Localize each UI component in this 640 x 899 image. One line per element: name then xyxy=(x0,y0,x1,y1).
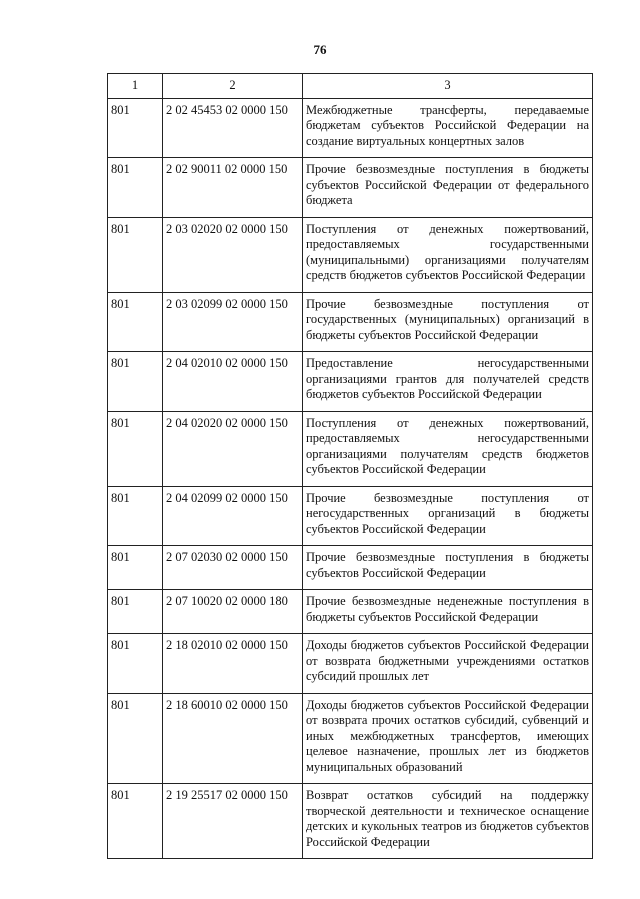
table-row xyxy=(108,158,593,218)
description-cell: Возврат остатков субсидий на поддержку творческой деятельности и техническое оснащение детских и кукольных театров из бюджетов субъектов Российской Федерации xyxy=(303,784,593,859)
description-cell: Прочие безвозмездные поступления от государственных (муниципальных) организаций в бюджеты субъектов Российской Федерации xyxy=(303,292,593,352)
table-row xyxy=(108,352,593,412)
header-col-1: 1 xyxy=(108,74,163,99)
table-header-row xyxy=(108,74,593,99)
table-row xyxy=(108,784,593,859)
admin-code-cell: 801 xyxy=(108,411,163,486)
table-row xyxy=(108,546,593,590)
admin-code-cell: 801 xyxy=(108,590,163,634)
table-row xyxy=(108,693,593,784)
description-cell: Прочие безвозмездные поступления в бюджеты субъектов Российской Федерации от федерального бюджета xyxy=(303,158,593,218)
admin-code-cell: 801 xyxy=(108,693,163,784)
budget-code-cell: 2 04 02020 02 0000 150 xyxy=(163,411,303,486)
budget-code-cell: 2 19 25517 02 0000 150 xyxy=(163,784,303,859)
table-row xyxy=(108,98,593,158)
budget-code-cell: 2 03 02020 02 0000 150 xyxy=(163,217,303,292)
budget-code-cell: 2 18 60010 02 0000 150 xyxy=(163,693,303,784)
page-number: 76 xyxy=(313,42,327,57)
admin-code-cell: 801 xyxy=(108,98,163,158)
admin-code-cell: 801 xyxy=(108,292,163,352)
budget-code-cell: 2 18 02010 02 0000 150 xyxy=(163,634,303,694)
description-cell: Прочие безвозмездные поступления от негосударственных организаций в бюджеты субъектов Российской Федерации xyxy=(303,486,593,546)
header-col-3: 3 xyxy=(303,74,593,99)
budget-code-cell: 2 02 90011 02 0000 150 xyxy=(163,158,303,218)
header-col-2: 2 xyxy=(163,74,303,99)
description-cell: Поступления от денежных пожертвований, предоставляемых негосударственными организациями получателям средств бюджетов субъектов Российской Федерации xyxy=(303,411,593,486)
admin-code-cell: 801 xyxy=(108,486,163,546)
admin-code-cell: 801 xyxy=(108,158,163,218)
admin-code-cell: 801 xyxy=(108,217,163,292)
table-row xyxy=(108,590,593,634)
budget-code-cell: 2 07 10020 02 0000 180 xyxy=(163,590,303,634)
description-cell: Доходы бюджетов субъектов Российской Федерации от возврата прочих остатков субсидий, субвенций и иных межбюджетных трансфертов, имеющих целевое назначение, прошлых лет из бюджетов муниципальных образований xyxy=(303,693,593,784)
description-cell: Доходы бюджетов субъектов Российской Федерации от возврата бюджетными учреждениями остатков субсидий прошлых лет xyxy=(303,634,593,694)
admin-code-cell: 801 xyxy=(108,352,163,412)
table-row xyxy=(108,292,593,352)
description-cell: Предоставление негосударственными организациями грантов для получателей средств бюджетов субъектов Российской Федерации xyxy=(303,352,593,412)
admin-code-cell: 801 xyxy=(108,546,163,590)
revenue-codes-table xyxy=(107,73,593,859)
admin-code-cell: 801 xyxy=(108,784,163,859)
budget-code-cell: 2 04 02010 02 0000 150 xyxy=(163,352,303,412)
table-row xyxy=(108,634,593,694)
description-cell: Межбюджетные трансферты, передаваемые бюджетам субъектов Российской Федерации на создание виртуальных концертных залов xyxy=(303,98,593,158)
budget-code-cell: 2 02 45453 02 0000 150 xyxy=(163,98,303,158)
table-row xyxy=(108,411,593,486)
table-row xyxy=(108,486,593,546)
budget-code-cell: 2 04 02099 02 0000 150 xyxy=(163,486,303,546)
admin-code-cell: 801 xyxy=(108,634,163,694)
budget-code-cell: 2 03 02099 02 0000 150 xyxy=(163,292,303,352)
budget-code-cell: 2 07 02030 02 0000 150 xyxy=(163,546,303,590)
table-row xyxy=(108,217,593,292)
description-cell: Поступления от денежных пожертвований, предоставляемых государственными (муниципальными) организациями получателям средств бюджетов субъектов Российской Федерации xyxy=(303,217,593,292)
description-cell: Прочие безвозмездные неденежные поступления в бюджеты субъектов Российской Федерации xyxy=(303,590,593,634)
description-cell: Прочие безвозмездные поступления в бюджеты субъектов Российской Федерации xyxy=(303,546,593,590)
